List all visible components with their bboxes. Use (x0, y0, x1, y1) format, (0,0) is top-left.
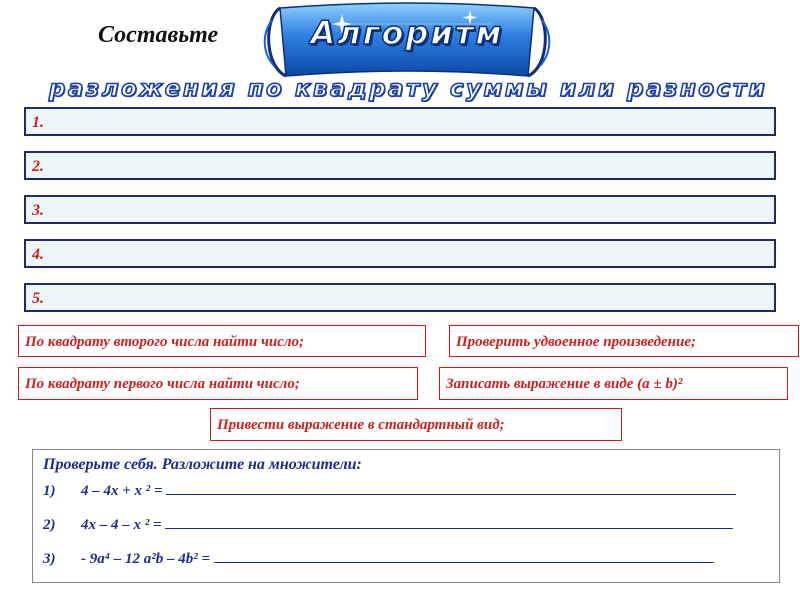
option-check-double-product[interactable]: Проверить удвоенное произведение; (449, 325, 799, 357)
exercise-item-3 (43, 548, 714, 568)
exercise-item-1 (43, 480, 736, 500)
step-number: 5. (32, 290, 44, 307)
title-prefix: Составьте (98, 22, 219, 48)
answer-line[interactable] (166, 480, 736, 495)
step-slot-1[interactable] (24, 107, 776, 136)
exercise-number: 2) (43, 517, 56, 533)
self-check-panel (32, 449, 780, 583)
answer-line[interactable] (214, 548, 714, 563)
exercise-number: 3) (43, 551, 56, 567)
exercise-expression: - 9a⁴ – 12 a²b – 4b² = (81, 551, 211, 567)
option-standard-form[interactable]: Привести выражение в стандартный вид; (210, 408, 622, 441)
step-slot-2[interactable] (24, 151, 776, 180)
step-number: 1. (32, 114, 44, 131)
exercise-number: 1) (43, 483, 56, 499)
step-slot-4[interactable] (24, 239, 776, 268)
exercise-expression: 4 – 4x + x ² = (81, 483, 163, 499)
step-slot-5[interactable] (24, 283, 776, 312)
option-second-number[interactable]: По квадрату второго числа найти число; (18, 325, 426, 357)
exercise-expression: 4x – 4 – x ² = (81, 517, 162, 533)
subtitle: разложения по квадрату суммы или разности (48, 76, 768, 102)
banner-title: Алгоритм (310, 14, 504, 52)
answer-line[interactable] (165, 514, 733, 529)
step-number: 2. (32, 158, 44, 175)
step-number: 4. (32, 246, 44, 263)
algorithm-banner (262, 0, 552, 84)
exercise-heading: Проверьте себя. Разложите на множители: (43, 456, 362, 473)
step-number: 3. (32, 202, 44, 219)
exercise-item-2 (43, 514, 733, 534)
step-slot-3[interactable] (24, 195, 776, 224)
option-write-as-square[interactable]: Записать выражение в виде (a ± b)² (439, 367, 788, 400)
option-first-number[interactable]: По квадрату первого числа найти число; (18, 367, 418, 400)
